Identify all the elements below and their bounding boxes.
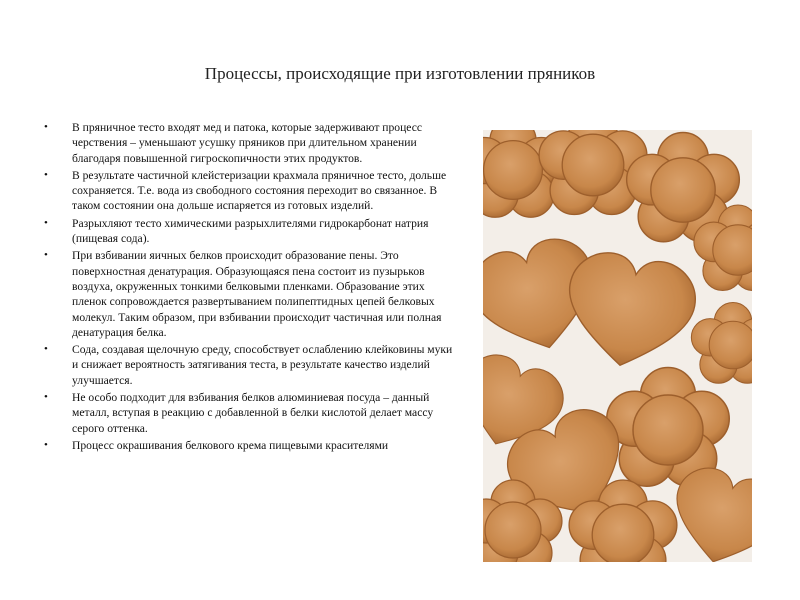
bullet-item: • Процесс окрашивания белкового крема пищевыми красителями — [44, 438, 456, 453]
bullet-item: • В пряничное тесто входят мед и патока, которые задерживают процесс черствения – уменьшают усушку пряников при длительном хранении благодаря повышенной гигроскопичности этих продуктов. — [44, 120, 456, 166]
bullet-item: • При взбивании яичных белков происходит образование пены. Это поверхностная денатурация. Образующаяся пена состоит из пузырьков воздуха, окруженных тонкими белковыми пленками. Образование этих пленок сопровождается развертыванием полипептидных цепей белковых молекул. Таким образом, при взбивании происходит частичная или полная денатурация белка. — [44, 248, 456, 340]
bullet-item: • Сода, создавая щелочную среду, способствует ослаблению клейковины муки и снижает вероятность затягивания теста, в результате качество изделий улучшается. — [44, 342, 456, 388]
bullet-list — [44, 120, 456, 455]
bullet-item: • Разрыхляют тесто химическими разрыхлителями гидрокарбонат натрия (пищевая сода). — [44, 216, 456, 247]
bullet-item: • Не особо подходит для взбивания белков алюминиевая посуда – данный металл, вступая в реакцию с добавленной в белки кислотой делает массу серого оттенка. — [44, 390, 456, 436]
slide-title: Процессы, происходящие при изготовлении пряников — [204, 64, 596, 83]
bullet-item: • В результате частичной клейстеризации крахмала пряничное тесто, дольше сохраняется. Т.е. вода из свободного состояния переходит во связанное. В таком состоянии она дольше испаряется из готовых изделий. — [44, 168, 456, 214]
gingerbread-cookies-image — [483, 130, 752, 562]
